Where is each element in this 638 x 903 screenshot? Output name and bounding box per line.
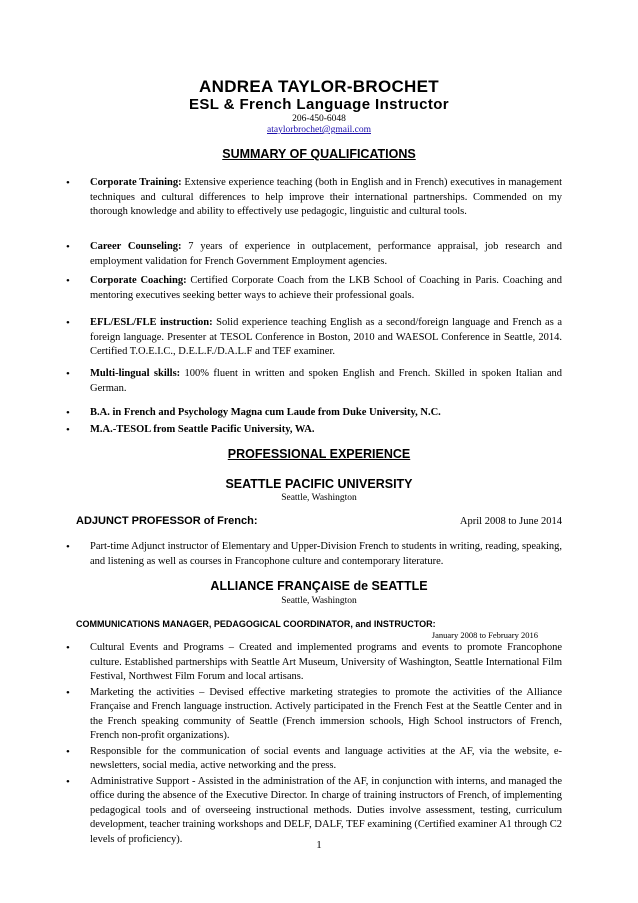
summary-item-label: B.A. in French and Psychology Magna cum Laude from Duke University, N.C. [90, 407, 441, 418]
org-location: Seattle, Washington [281, 596, 357, 606]
summary-item [90, 274, 562, 303]
job-bullets [90, 540, 562, 569]
summary-list [90, 316, 562, 360]
summary-list [90, 406, 562, 437]
summary-list [90, 274, 562, 303]
summary-heading: SUMMARY OF QUALIFICATIONS [222, 147, 416, 161]
summary-item-label: Corporate Training: [90, 177, 182, 188]
summary-item-label: Multi-lingual skills: [90, 368, 181, 379]
org-location: Seattle, Washington [281, 493, 357, 503]
page-number: 1 [316, 839, 322, 851]
summary-item [90, 423, 562, 438]
job-title: ADJUNCT PROFESSOR of French: [76, 515, 258, 527]
resume-name: ANDREA TAYLOR-BROCHET [199, 77, 439, 96]
experience-heading: PROFESSIONAL EXPERIENCE [227, 447, 411, 461]
summary-item [90, 367, 562, 396]
job-row [76, 515, 562, 527]
summary-item [90, 176, 562, 220]
summary-item-label: M.A.-TESOL from Seattle Pacific University, WA. [90, 423, 315, 435]
summary-list [90, 367, 562, 396]
summary-item-text: Extensive experience teaching (both in English and in French) executives in management techniques and cultural differences to help improve their international partnerships. Commended on my thorough knowledge and ability to effectively use pedagogic, linguistic and cultural tools. [90, 177, 562, 217]
summary-item-label: Corporate Coaching: [90, 275, 187, 286]
summary-item-text: 7 years of experience in outplacement, performance appraisal, job research and employment validation for French Government Employment agencies. [90, 241, 563, 267]
job-bullet: • Responsible for the communication of social events and language activities at the AF, via the website, e-newsletters, social media, active networking and the press. [90, 745, 562, 774]
summary-list [90, 176, 562, 220]
job-bullet: • Administrative Support - Assisted in the administration of the AF, in conjunction with interns, and managed the office during the absence of the Executive Director. In charge of training instructors of French, of implementing pedagogical tools and of overseeing instructional methods. Duties involve assessment, testing, curriculum development, teacher training workshops and DELF, DALF, TEF examining (Certified examiner A1 through C2 levels of proficiency). [90, 775, 562, 848]
summary-list [90, 240, 562, 269]
phone-number: 206-450-6048 [292, 114, 346, 124]
summary-item [90, 316, 562, 360]
org-name: SEATTLE PACIFIC UNIVERSITY [225, 477, 413, 491]
summary-item-text: Certified Corporate Coach from the LKB School of Coaching in Paris. Coaching and mentoring executives seeking better ways to achieve their professional goals. [90, 275, 562, 301]
resume-title: ESL & French Language Instructor [188, 96, 450, 113]
job-bullet: • Part-time Adjunct instructor of Elementary and Upper-Division French to students in writing, reading, speaking, and listening as well as courses in Francophone culture and contemporary literature. [90, 540, 562, 569]
job-bullets [90, 641, 562, 847]
summary-item-text: 100% fluent in written and spoken English and French. Skilled in spoken Italian and German. [90, 368, 562, 394]
summary-item [90, 240, 562, 269]
job-dates: April 2008 to June 2014 [459, 516, 562, 527]
summary-item-text: Solid experience teaching English as a second/foreign language and French as a foreign language. Presenter at TESOL Conference in Boston, 2010 and WAESOL Conference in Seattle, 2014. Certified T.O.E.I.C., D.E.L.F./D.A.L.F and TEF examiner. [90, 317, 563, 357]
job-dates: January 2008 to February 2016 [431, 630, 538, 640]
summary-item-label: EFL/ESL/FLE instruction: [90, 317, 213, 328]
summary-item-label: Career Counseling: [90, 241, 182, 252]
job-title: COMMUNICATIONS MANAGER, PEDAGOGICAL COORDINATOR, and INSTRUCTOR: [76, 619, 436, 629]
summary-item [90, 406, 562, 421]
org-name: ALLIANCE FRANÇAISE de SEATTLE [210, 579, 428, 593]
email-link[interactable]: ataylorbrochet@gmail.com [267, 125, 371, 135]
job-bullet: • Marketing the activities – Devised effective marketing strategies to promote the activities of the Alliance Française and French language instruction. Actively participated in the French Fest at the Seattle Center and in the French speaking community of Seattle (French immersion schools, High School instructors of French, French non-profit organizations). [90, 686, 562, 744]
job-bullet: • Cultural Events and Programs – Created and implemented programs and events to promote Francophone culture. Established partnerships with Seattle Art Museum, University of Washington, Seattle International Film Festival, Northwest Film Forum and local artisans. [90, 641, 562, 685]
